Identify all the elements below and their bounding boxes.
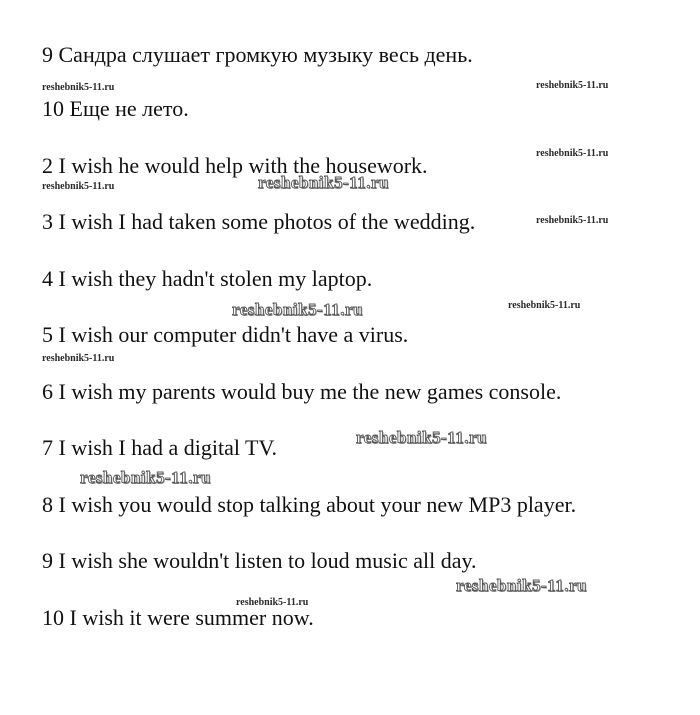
watermark: reshebnik5-11.ru <box>42 82 115 93</box>
watermark: reshebnik5-11.ru <box>508 300 581 311</box>
watermark: reshebnik5-11.ru <box>536 215 609 226</box>
text-line: 10 Еще не лето. <box>42 96 189 121</box>
text-line: 9 I wish she wouldn't listen to loud music all day. <box>42 548 477 573</box>
text-line: 5 I wish our computer didn't have a virus. <box>42 322 409 347</box>
watermark: reshebnik5-11.ru <box>232 300 363 319</box>
text-line: 9 Сандра слушает громкую музыку весь день. <box>42 42 473 67</box>
text-line: 10 I wish it were summer now. <box>42 605 314 630</box>
text-line: 2 I wish he would help with the housework. <box>42 153 428 178</box>
watermark: reshebnik5-11.ru <box>80 468 211 487</box>
text-line: 6 I wish my parents would buy me the new games console. <box>42 379 562 404</box>
text-line: 3 I wish I had taken some photos of the wedding. <box>42 209 476 234</box>
watermark: reshebnik5-11.ru <box>456 576 587 595</box>
watermark: reshebnik5-11.ru <box>42 181 115 192</box>
watermark: reshebnik5-11.ru <box>356 428 487 447</box>
watermark: reshebnik5-11.ru <box>42 353 115 364</box>
watermark: reshebnik5-11.ru <box>258 173 389 192</box>
text-line: 4 I wish they hadn't stolen my laptop. <box>42 266 373 291</box>
text-line: 7 I wish I had a digital TV. <box>42 435 278 460</box>
text-line: 8 I wish you would stop talking about your new MP3 player. <box>42 492 577 517</box>
watermark: reshebnik5-11.ru <box>536 80 609 91</box>
watermark: reshebnik5-11.ru <box>236 597 309 608</box>
watermark: reshebnik5-11.ru <box>536 148 609 159</box>
